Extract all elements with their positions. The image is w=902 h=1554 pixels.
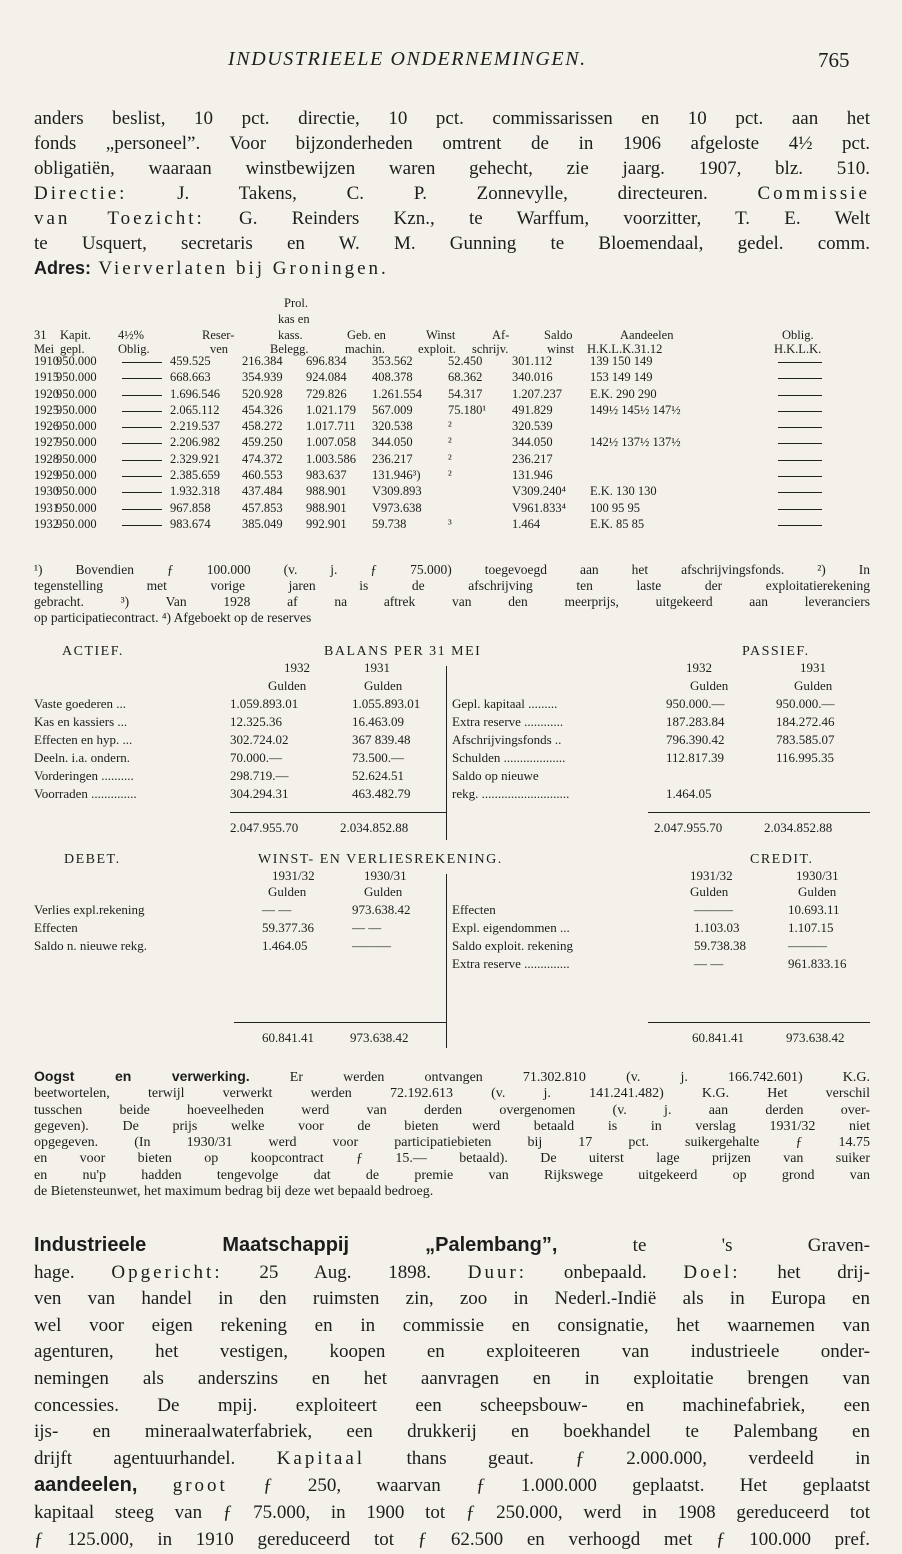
adres-line [34,256,870,281]
cell-year: 1930 [34,484,59,499]
cell-geb: 992.901 [306,516,347,531]
company-line: ijs- en mineraalwaterfabriek, een drukkerij en boekhandel te Palembang en [34,1421,870,1443]
actief-label-cell: Kas en kassiers ... [34,714,128,729]
running-title: INDUSTRIEELE ONDERNEMINGEN. [228,48,587,70]
cell-geb: 696.834 [306,354,347,368]
actief-value-1: 70.000.— [230,750,282,765]
actief-label-cell: Vaste goederen ... [34,696,127,711]
balance-unit: Gulden [794,678,833,693]
company-line [34,1446,870,1473]
oblig2-dash [778,362,822,363]
passief-label-cell: Afschrijvingsfonds .. [452,732,562,747]
total-debet-1: 60.841.41 [262,1030,314,1045]
cell-kapit: 950.000 [56,468,97,483]
oblig-dash [122,525,162,526]
pl-year-2-right: 1930/31 [796,868,839,883]
cell-aand: E.K. 85 85 [590,516,645,531]
actief-value-2: 1.055.893.01 [352,696,421,711]
kapitaal-label: Kapitaal [276,1447,366,1469]
header-gepl: gepl. [60,342,85,356]
actief-value-2: 367 839.48 [352,732,411,747]
total-debet-2: 973.638.42 [350,1030,409,1045]
credit-value-1: 59.738.38 [694,938,746,953]
header-schrijv: schrijv. [472,342,509,356]
intro-line: obligatiën, waaraan winstbewijzen waren gehecht, zie jaarg. 1907, blz. 510. [34,158,870,179]
passief-value-1: 112.817.39 [666,750,725,765]
cell-kapit: 950.000 [56,435,97,450]
page-number: 765 [818,48,850,72]
actief-value-2: 463.482.79 [352,786,411,801]
cell-saldo: V309.240⁴ [512,484,567,499]
directie-label: Directie: [34,183,128,204]
cell-kapit: 950.000 [56,419,97,434]
credit-value-1: 1.103.03 [694,920,740,935]
passief-label-cell: Schulden ................... [452,750,566,765]
cell-kas: 385.049 [242,516,283,531]
intro-line: anders beslist, 10 pct. directie, 10 pct. commissarissen en 10 pct. aan het [34,108,870,129]
actief-label-cell: Voorraden .............. [34,786,137,801]
total-actief-1: 2.047.955.70 [230,820,299,835]
total-actief-2: 2.034.852.88 [340,820,409,835]
oblig-dash [122,411,162,412]
cell-aand: 100 95 95 [590,500,640,515]
cell-afschr: ² [448,435,452,450]
pl-year-2: 1930/31 [364,868,407,883]
debet-value-2: ——— [352,938,391,953]
total-passief-1: 2.047.955.70 [654,820,723,835]
balance-title: BALANS PER 31 MEI [324,644,482,659]
intro-line: fonds „personeel”. Voor bijzonderheden omtrent de in 1906 afgeloste 4½ pct. [34,133,870,154]
cell-kas: 520.928 [242,386,283,401]
cell-afschr: ² [448,451,452,466]
pl-unit: Gulden [268,884,307,899]
cell-aand: 149½ 145½ 147½ [590,402,681,417]
credit-label-cell: Effecten [452,902,496,917]
cell-year: 1931 [34,500,59,515]
header-saldo: Saldo [544,328,573,342]
cell-saldo: 344.050 [512,435,553,450]
actief-value-1: 12.325.36 [230,714,282,729]
oblig-dash [122,509,162,510]
cell-kapit: 950.000 [56,516,97,531]
oblig2-dash [778,509,822,510]
cell-reserve: 2.219.537 [170,419,220,434]
opgericht-label: Opgericht: [111,1261,223,1283]
cell-kapit: 950.000 [56,484,97,499]
cell-year: 1926 [34,419,59,434]
profit-loss-title: WINST- EN VERLIESREKENING. [258,852,503,867]
actief-value-2: 16.463.09 [352,714,404,729]
cell-reserve: 459.525 [170,354,211,368]
directie-text: J. Takens, C. P. Zonnevylle, directeuren. [127,183,758,204]
cell-afschr: 54.317 [448,386,483,401]
company-text: onbepaald. [527,1261,684,1283]
cell-aand: 139 150 149 [590,354,653,368]
duur-label: Duur: [467,1261,528,1283]
harvest-line: en nu'p hadden tengevolge dat de premie van Rijkswege uitgekeerd op grond van [34,1167,870,1183]
passief-value-1: 950.000.— [666,696,725,711]
balance-unit: Gulden [268,678,307,693]
header-winst: Winst [426,328,456,342]
cell-aand: 153 149 149 [590,370,653,385]
company-entry [34,1232,870,1553]
harvest-line: opgegeven. (In 1930/31 werd voor participatiebieten bij 17 pct. suikergehalte ƒ 14.75 [34,1135,870,1151]
profit-loss-account [34,852,870,1048]
cell-winst: V973.638 [372,500,422,515]
cell-kapit: 950.000 [56,354,97,368]
oblig-dash [122,476,162,477]
debet-label-cell: Verlies expl.rekening [34,902,145,917]
cell-afschr: 68.362 [448,370,483,385]
credit-label-cell: Extra reserve .............. [452,956,570,971]
cell-reserve: 983.674 [170,516,211,531]
header-oblig: Oblig. [118,342,150,356]
cell-saldo: 320.539 [512,419,553,434]
company-line [34,1260,870,1287]
actief-label-cell: Deeln. i.a. ondern. [34,750,131,765]
header-oblig-pct: 4½% [118,328,145,342]
harvest-label: Oogst en verwerking. [34,1068,250,1084]
credit-value-2: 1.107.15 [788,920,834,935]
header-saldo-winst: winst [547,342,575,356]
balance-year-2: 1931 [364,660,390,675]
header-belegg: Belegg. [270,342,309,356]
cell-winst: 59.738 [372,516,407,531]
header-kas-en: kas en [278,312,310,326]
company-line: concessies. De mpij. exploiteert een scheepsbouw- en machinefabriek, een [34,1394,870,1416]
cell-year: 1910 [34,354,59,368]
cell-kas: 437.484 [242,484,283,499]
harvest-line: tusschen beide hoeveelheden werd van derden overgenomen (v. j. aan derden over- [34,1102,870,1118]
cell-reserve: 1.696.546 [170,386,220,401]
cell-winst: 353.562 [372,354,413,368]
debet-value-2: 973.638.42 [352,902,411,917]
cell-saldo: 340.016 [512,370,553,385]
commissie-text: G. Reinders Kzn., te Warffum, voorzitter, T. E. Welt [204,208,870,229]
company-line: nemingen als anderszins en het aanvragen en in exploitatie brengen van [34,1367,870,1389]
credit-label-cell: Expl. eigendommen ... [452,920,570,935]
footnote-line: gebracht. ³) Van 1928 af na aftrek van den meerprijs, uitgekeerd aan leveranciers [34,594,870,609]
cell-kapit: 950.000 [56,500,97,515]
debet-value-1: 59.377.36 [262,920,314,935]
passief-label-cell: Gepl. kapitaal ......... [452,696,558,711]
passief-value-1: 796.390.42 [666,732,725,747]
cell-winst: 1.261.554 [372,386,422,401]
cell-kas: 459.250 [242,435,283,450]
header-reser: Reser- [202,328,235,342]
adres-text: Vierverlaten bij Groningen. [91,258,389,279]
groot-label: groot [172,1475,228,1497]
company-text: het drij- [740,1261,870,1283]
cell-geb: 1.021.179 [306,402,356,417]
directie-line [34,181,870,206]
balance-sheet [34,644,870,840]
pl-unit: Gulden [798,884,837,899]
harvest-line: beetwortelen, terwijl verwerkt werden 72.192.613 (v. j. 141.241.482) K.G. Het verschil [34,1086,870,1102]
cell-afschr: ² [448,468,452,483]
cell-aand: E.K. 130 130 [590,484,657,499]
header-31: 31 [34,328,47,342]
column-divider [446,666,447,840]
footnote-line: op participatiecontract. ⁴) Afgeboekt op de reserves [34,610,312,625]
cell-saldo: 301.112 [512,354,553,368]
total-passief-2: 2.034.852.88 [764,820,833,835]
header-hkl: H.K.L.K. [774,342,822,356]
cell-saldo: 236.217 [512,451,553,466]
footnote-line: ¹) Bovendien ƒ 100.000 (v. j. ƒ 75.000) toegevoegd aan het afschrijvingsfonds. ²) In [34,562,870,577]
header-kass: kass. [278,328,303,342]
pl-year-1-right: 1931/32 [690,868,733,883]
actief-value-2: 52.624.51 [352,768,404,783]
company-text: thans geaut. ƒ 2.000.000, verdeeld in [365,1447,871,1469]
total-rule [230,812,446,813]
commissie-label-2: van Toezicht: [34,208,205,229]
cell-kas: 458.272 [242,419,283,434]
total-rule [648,1022,870,1023]
debet-label: DEBET. [64,852,121,867]
pl-unit: Gulden [364,884,403,899]
commissie-line [34,206,870,231]
column-divider [446,874,447,1048]
cell-geb: 988.901 [306,484,347,499]
cell-geb: 1.003.586 [306,451,356,466]
cell-winst: 567.009 [372,402,413,417]
cell-kapit: 950.000 [56,451,97,466]
footnote-line: tegenstelling met vorige jaren is de afschrijving ten laste der exploitatierekening [34,578,870,593]
cell-saldo: V961.833⁴ [512,500,567,515]
balance-unit: Gulden [364,678,403,693]
harvest-text: Er werden ontvangen 71.302.810 (v. j. 166.742.601) K.G. [249,1070,871,1085]
debet-value-2: — — [352,920,382,935]
company-text: drijft agentuurhandel. [34,1447,277,1469]
harvest-line: gegeven). De prijs welke voor de bieten werd betaald is in verslag 1931/32 niet [34,1118,870,1134]
cell-kas: 354.939 [242,370,283,385]
cell-kas: 216.384 [242,354,283,368]
debet-label-cell: Effecten [34,920,78,935]
cell-reserve: 967.858 [170,500,211,515]
cell-aand: E.K. 290 290 [590,386,657,401]
total-credit-2: 973.638.42 [786,1030,845,1045]
header-kapit: Kapit. [60,328,91,342]
cell-kapit: 950.000 [56,402,97,417]
header-hkk: H.K.L.K.31.12 [587,342,663,356]
oblig-dash [122,362,162,363]
passief-label-cell: rekg. ........................... [452,786,570,801]
company-line [34,1232,870,1260]
company-text [137,1475,172,1496]
oblig2-dash [778,460,822,461]
cell-kas: 454.326 [242,402,283,417]
actief-value-1: 304.294.31 [230,786,289,801]
oblig2-dash [778,378,822,379]
cell-reserve: 2.206.982 [170,435,220,450]
header-prol: Prol. [284,296,308,310]
balance-year-2-right: 1931 [800,660,826,675]
company-text: ƒ 250, waarvan ƒ 1.000.000 geplaatst. Het geplaatst [227,1475,870,1497]
total-credit-1: 60.841.41 [692,1030,744,1045]
cell-afschr: ² [448,419,452,434]
credit-label-cell: Saldo exploit. rekening [452,938,573,953]
cell-geb: 924.084 [306,370,347,385]
cell-afschr: ³ [448,516,452,531]
cell-year: 1925 [34,402,59,417]
credit-label: CREDIT. [750,852,814,867]
passief-value-1: 187.283.84 [666,714,725,729]
page-header [0,48,902,82]
credit-value-2: 10.693.11 [788,902,840,917]
company-line: ƒ 125.000, in 1910 gereduceerd tot ƒ 62.500 en verhoogd met ƒ 100.000 pref. [34,1528,870,1550]
actief-value-1: 302.724.02 [230,732,289,747]
oblig-dash [122,443,162,444]
oblig-dash [122,378,162,379]
debet-value-1: 1.464.05 [262,938,308,953]
harvest-line [34,1068,870,1086]
header-exploit: exploit. [418,342,456,356]
passief-label-cell: Saldo op nieuwe [452,768,539,783]
company-line: kapitaal steeg van ƒ 75.000, in 1900 tot ƒ 250.000, werd in 1908 gereduceerd tot [34,1501,870,1523]
cell-afschr: 75.180¹ [448,402,487,417]
company-text: 25 Aug. 1898. [222,1261,468,1283]
header-geb: Geb. en [347,328,386,342]
oblig2-dash [778,525,822,526]
passief-label-cell: Extra reserve ............ [452,714,564,729]
cell-geb: 988.901 [306,500,347,515]
cell-year: 1920 [34,386,59,401]
cell-kas: 460.553 [242,468,283,483]
cell-winst: 131.946³) [372,468,421,483]
cell-saldo: 1.464 [512,516,541,531]
passief-value-2: 783.585.07 [776,732,835,747]
cell-geb: 1.007.058 [306,435,356,450]
actief-value-1: 1.059.893.01 [230,696,299,711]
cell-kas: 474.372 [242,451,283,466]
oblig2-dash [778,411,822,412]
cell-saldo: 491.829 [512,402,553,417]
harvest-line: de Bietensteunwet, het maximum bedrag bij deze wet bepaald bedroeg. [34,1184,434,1200]
intro-line: te Usquert, secretaris en W. M. Gunning te Bloemendaal, gedel. comm. [34,233,870,254]
oblig2-dash [778,427,822,428]
passief-value-2: 950.000.— [776,696,835,711]
cell-year: 1928 [34,451,59,466]
aandeelen-label: aandeelen, [34,1474,138,1497]
actief-label: ACTIEF. [62,644,124,659]
company-line: wel voor eigen rekening en in commissie en consignatie, het waarnemen van [34,1314,870,1336]
credit-value-1: — — [694,956,724,971]
actief-label-cell: Vorderingen .......... [34,768,134,783]
oblig2-dash [778,443,822,444]
cell-year: 1929 [34,468,59,483]
company-text: hage. [34,1261,112,1283]
cell-geb: 1.017.711 [306,419,356,434]
oblig-dash [122,492,162,493]
cell-winst: 408.378 [372,370,413,385]
balance-year-1-right: 1932 [686,660,712,675]
passief-value-1: 1.464.05 [666,786,712,801]
oblig2-dash [778,476,822,477]
actief-value-2: 73.500.— [352,750,404,765]
cell-kapit: 950.000 [56,370,97,385]
company-line: ven van handel in den ruimsten zin, zoo in Nederl.-Indië als in Europa en [34,1288,870,1310]
cell-winst: 320.538 [372,419,413,434]
total-rule [648,812,870,813]
actief-label-cell: Effecten en hyp. ... [34,732,133,747]
cell-reserve: 2.329.921 [170,451,220,466]
credit-value-2: 961.833.16 [788,956,847,971]
adres-label: Adres: [34,258,92,278]
cell-year: 1915 [34,370,59,385]
intro-paragraph [34,106,870,281]
cell-winst: 344.050 [372,435,413,450]
company-text: te 's Graven- [557,1235,870,1256]
footnotes [34,562,870,626]
cell-kapit: 950.000 [56,386,97,401]
cell-winst: 236.217 [372,451,413,466]
total-rule [234,1022,446,1023]
pl-unit: Gulden [690,884,729,899]
actief-value-1: 298.719.— [230,768,289,783]
cell-afschr: 52.450 [448,354,483,368]
header-mei: Mei [34,342,55,356]
oblig2-dash [778,492,822,493]
header-aandeelen: Aandeelen [620,328,674,342]
passief-value-2: 184.272.46 [776,714,835,729]
balance-unit: Gulden [690,678,729,693]
company-line [34,1472,870,1500]
cell-kas: 457.853 [242,500,283,515]
cell-reserve: 668.663 [170,370,211,385]
cell-saldo: 131.946 [512,468,553,483]
company-line: agenturen, het vestigen, koopen en exploiteeren van industrieele onder- [34,1341,870,1363]
oblig-dash [122,395,162,396]
harvest-paragraph [34,1068,870,1200]
cell-geb: 729.826 [306,386,347,401]
cell-reserve: 1.932.318 [170,484,220,499]
cell-year: 1932 [34,516,59,531]
credit-value-2: ——— [788,938,827,953]
pl-year-1: 1931/32 [272,868,315,883]
cell-geb: 983.637 [306,468,347,483]
cell-saldo: 1.207.237 [512,386,562,401]
oblig2-dash [778,395,822,396]
harvest-line: en voor bieten op koopcontract ƒ 15.— betaald). De uiterst lage prijzen van suiker [34,1151,870,1167]
header-oblig-2: Oblig. [782,328,814,342]
doel-label: Doel: [683,1261,741,1283]
commissie-label: Commissie [757,183,870,204]
balance-year-1: 1932 [284,660,310,675]
header-af: Af- [492,328,510,342]
passief-label: PASSIEF. [742,644,810,659]
company-name: Industrieele Maatschappij „Palembang”, [34,1234,558,1256]
debet-label-cell: Saldo n. nieuwe rekg. [34,938,148,953]
header-ven: ven [210,342,229,356]
header-machin: machin. [345,342,385,356]
oblig-dash [122,460,162,461]
cell-aand: 142½ 137½ 137½ [590,435,681,450]
cell-winst: V309.893 [372,484,422,499]
passief-value-2: 116.995.35 [776,750,835,765]
cell-reserve: 2.385.659 [170,468,220,483]
oblig-dash [122,427,162,428]
cell-reserve: 2.065.112 [170,402,220,417]
credit-value-1: ——— [694,902,733,917]
debet-value-1: — — [262,902,292,917]
cell-year: 1927 [34,435,59,450]
